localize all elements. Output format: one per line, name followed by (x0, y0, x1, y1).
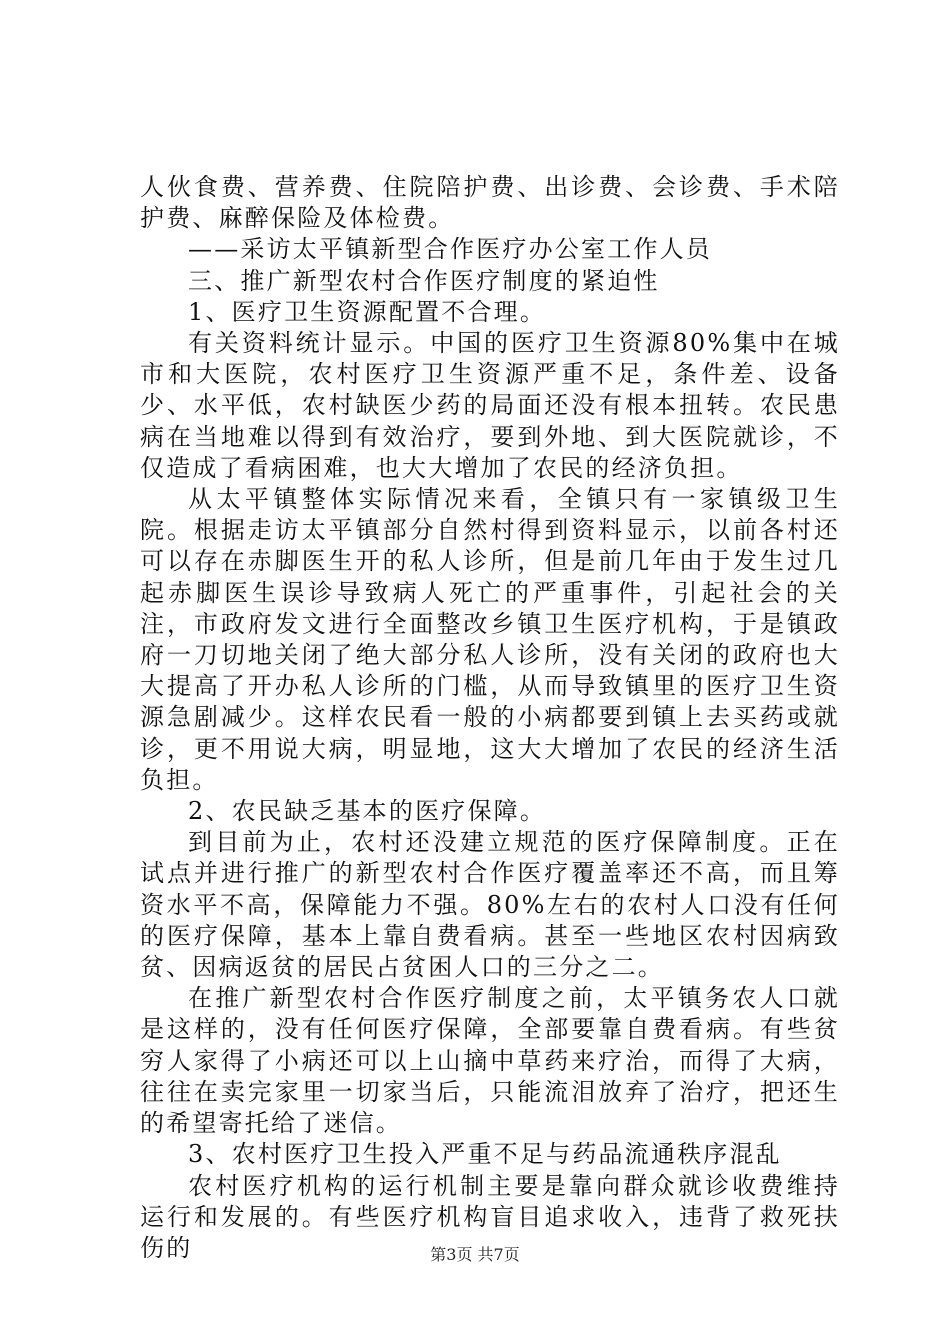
paragraph: 到目前为止，农村还没建立规范的医疗保障制度。正在试点并进行推广的新型农村合作医疗覆盖率还不高，而且筹资水平不高，保障能力不强。80%左右的农村人口没有任何的医疗保障，基本上靠自费看病。甚至一些地区农村因病致贫、因病返贫的居民占贫困人口的三分之二。 (140, 828, 840, 982)
page-number-footer: 第3页 共7页 (430, 1245, 520, 1264)
document-body (140, 172, 840, 1264)
paragraph: 农村医疗机构的运行机制主要是靠向群众就诊收费维持运行和发展的。有些医疗机构盲目追求收入，违背了救死扶伤的 (140, 1171, 840, 1262)
paragraph: 在推广新型农村合作医疗制度之前，太平镇务农人口就是这样的，没有任何医疗保障，全部要靠自费看病。有些贫穷人家得了小病还可以上山摘中草药来疗治，而得了大病，往往在卖完家里一切家当后，只能流泪放弃了治疗，把还生的希望寄托给了迷信。 (140, 984, 840, 1138)
interview-attribution: ——采访太平镇新型合作医疗办公室工作人员 (188, 235, 712, 264)
section-heading: 三、推广新型农村合作医疗制度的紧迫性 (188, 266, 660, 295)
paragraph: 有关资料统计显示。中国的医疗卫生资源80%集中在城市和大医院，农村医疗卫生资源严重不足，条件差、设备少、水平低，农村缺医少药的局面还没有根本扭转。农民患病在当地难以得到有效治疗，要到外地、到大医院就诊，不仅造成了看病困难，也大大增加了农民的经济负担。 (140, 329, 840, 482)
subsection-heading: 1、医疗卫生资源配置不合理。 (188, 297, 547, 326)
paragraph: 人伙食费、营养费、住院陪护费、出诊费、会诊费、手术陪护费、麻醉保险及体检费。 (140, 173, 840, 233)
subsection-heading: 3、农村医疗卫生投入严重不足与药品流通秩序混乱 (188, 1140, 782, 1169)
subsection-heading: 2、农民缺乏基本的医疗保障。 (188, 797, 547, 826)
paragraph: 从太平镇整体实际情况来看，全镇只有一家镇级卫生院。根据走访太平镇部分自然村得到资料显示，以前各村还可以存在赤脚医生开的私人诊所，但是前几年由于发生过几起赤脚医生误诊导致病人死亡的严重事件，引起社会的关注，市政府发文进行全面整改乡镇卫生医疗机构，于是镇政府一刀切地关闭了绝大部分私人诊所，没有关闭的政府也大大提高了开办私人诊所的门槛，从而导致镇里的医疗卫生资源急剧减少。这样农民看一般的小病都要到镇上去买药或就诊，更不用说大病，明显地，这大大增加了农民的经济生活负担。 (140, 485, 840, 794)
